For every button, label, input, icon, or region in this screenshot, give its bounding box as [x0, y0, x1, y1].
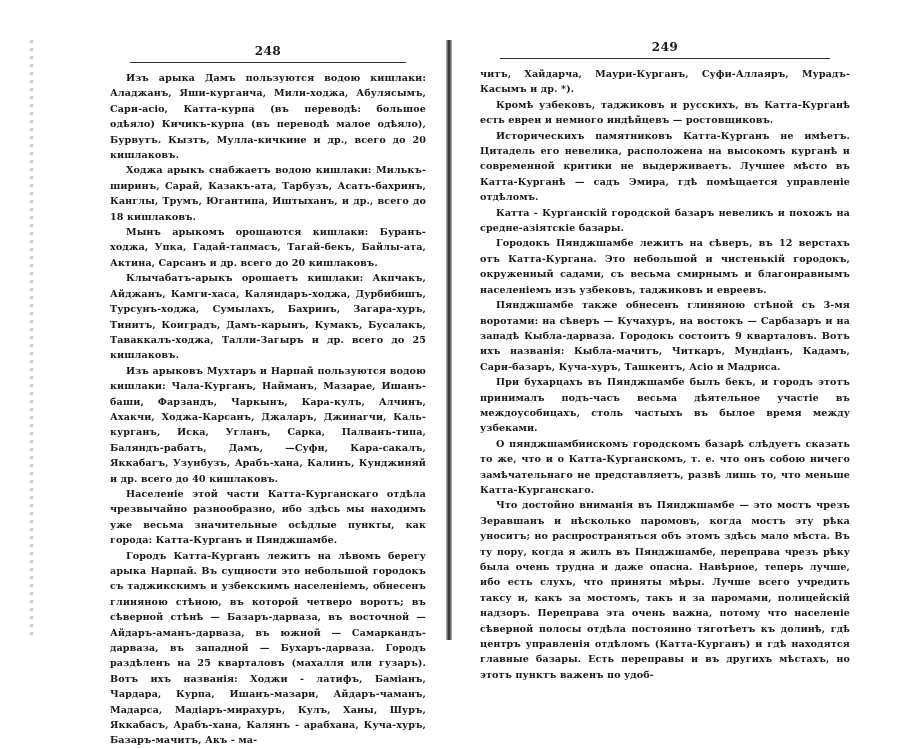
- paragraph: Клычабатъ-арыкъ орошаетъ кишлаки: Акпчакъ, Айджанъ, Камги-хаса, Каляндаръ-ходжа, Дурбибишъ, Турсунъ-ходжа, Сумылахъ, Бахринъ, Загара-хуръ, Тинитъ, Коиградъ, Дамъ-карынъ, Кумакъ, Бусалакъ, Таваккалъ-ходжа, Талли-Загыръ и др. всего до 25 кишлаковъ.: [110, 273, 426, 362]
- left-page-text: [110, 71, 426, 749]
- paragraph: Населеніе этой части Катта-Курганскаго отдѣла чрезвычайно разнообразно, ибо здѣсь мы находимъ уже весьма значительные осѣдлые пункты, как города: Катта-Курганъ и Пянджшамбе.: [110, 488, 426, 547]
- paragraph: О пянджшамбинскомъ городскомъ базарѣ слѣдуетъ сказать то же, что и о Катта-Курганскомъ, т. е. что онъ собою ничего замѣчательнаго не представляетъ, развѣ лишь то, что меньше Катта-Курганскаго.: [480, 438, 850, 496]
- paragraph: читъ, Хайдарча, Маури-Курганъ, Суфи-Аллаяръ, Мурадъ-Касымъ и др. *).: [480, 69, 850, 96]
- paragraph: При бухарцахъ въ Пянджшамбе былъ бекъ, и городъ этотъ принималъ подъ-часъ весьма дѣятельное участіе въ междоусобицахъ, столь частыхъ въ былое время между узбеками.: [480, 377, 850, 435]
- left-page: [0, 0, 448, 747]
- paragraph: Городъ Катта-Курганъ лежитъ на лѣвомъ берегу арыка Нарпай. Въ сущности это небольшой городокъ съ таджикскимъ и узбекскимъ населеніемъ, обнесенъ глиняною стѣною, въ которой четверо воротъ; въ сѣверной стѣнѣ — Базаръ-дарваза, въ восточной — Айдаръ-аманъ-дарваза, въ южной — Самаркандъ-дарваза, въ западной — Бухаръ-дарваза. Городъ раздѣленъ на 25 кварталовъ (махалля или гузаръ). Вотъ ихъ названія: Ходжи - латифъ, Баміанъ, Чардара, Курпа, Ишанъ-мазари, Айдаръ-чаманъ, Мадарса, Мадіаръ-мирахуръ, Кулъ, Ханы, Шуръ, Яккабасъ, Арабъ-хана, Калянъ - арабхана, Куча-хуръ, Базаръ-мачитъ, Акъ - ма-: [110, 550, 426, 747]
- header-rule: [130, 62, 406, 63]
- paragraph: Что достойно вниманія въ Пянджшамбе — это мостъ чрезъ Зеравшанъ и нѣсколько паромовъ, когда мостъ эту рѣка уноситъ; но распространяться объ этомъ здѣсь мало мѣста. Въ ту пору, когда я жилъ въ Пянджшамбе, переправа чрезъ рѣку была очень трудна и даже опасна. Навѣрное, теперь лучше, ибо есть слухъ, что приняты мѣры. Лучше всего учредить таксу и, какъ за мостомъ, такъ и за паромами, полицейскій надзоръ. Переправа эта очень важна, потому что населеніе сѣверной полосы отдѣла постоянно тяготѣетъ къ долинѣ, гдѣ центръ управленія отдѣломъ (Катта-Курганъ) и гдѣ находятся главные базары. Есть переправы и въ другихъ мѣстахъ, но этотъ пунктъ важенъ по удоб-: [480, 500, 850, 681]
- right-page-text: [480, 67, 850, 683]
- header-rule: [500, 58, 830, 59]
- right-page-number: 249: [651, 40, 679, 54]
- paragraph: Ходжа арыкъ снабжаетъ водою кишлаки: Милькъ-ширинъ, Сарай, Казакъ-ата, Тарбузъ, Асатъ-бахринъ, Канглы, Трумъ, Югантипа, Иштыханъ, и др., всего до 18 кишлаковъ.: [110, 165, 426, 223]
- left-page-number: 248: [254, 44, 282, 58]
- paragraph: Изъ арыковъ Мухтаръ и Нарпай пользуются водою кишлаки: Чала-Курганъ, Найманъ, Мазарае, Ишанъ-баши, Фарзандъ, Чаркынъ, Кара-кулъ, Алчинъ, Ахакчи, Ходжа-Карсанъ, Джаларъ, Джинагчи, Каль-курганъ, Иска, Угланъ, Сарка, Палванъ-типа, Баляндъ-рабатъ, Дамъ, —Суфи, Кара-сакалъ, Яккабагъ, Узунбузъ, Арабъ-хана, Калинъ, Кунджиняй и др. всего до 40 кишлаковъ.: [110, 365, 426, 485]
- paragraph: Городокъ Пянджшамбе лежитъ на сѣверъ, въ 12 верстахъ отъ Катта-Кургана. Это небольшой и чистенькій городокъ, окруженный садами, съ весьма смирнымъ и благонравнымъ населеніемъ изъ узбековъ, таджиковъ и евреевъ.: [480, 238, 850, 296]
- paragraph: Катта - Курганскій городской базаръ невеликъ и похожъ на средне-азіятскіе базары.: [480, 207, 850, 235]
- paragraph: Мынъ арыкомъ орошаются кишлаки: Буранъ-ходжа, Упка, Гадай-тапмасъ, Тагай-бекъ, Байлы-ата, Актина, Сарсанъ и др. всего до 20 кишлаковъ.: [110, 227, 426, 269]
- paragraph: Кромѣ узбековъ, таджиковъ и русскихъ, въ Катта-Курганѣ есть евреи и немного индѣйцевъ — ростовщиковъ.: [480, 99, 850, 127]
- paragraph: Историческихъ памятниковъ Катта-Курганъ не имѣетъ. Цитадель его невелика, расположена на высокомъ курганѣ и современной критики не выдерживаетъ. Лучшее мѣсто въ Катта-Курганѣ — садъ Эмира, гдѣ помѣщается управленіе отдѣломъ.: [480, 130, 850, 204]
- paragraph: Пянджшамбе также обнесенъ глиняною стѣной съ 3-мя воротами: на сѣверъ — Кучахуръ, на востокъ — Сарбазаръ и на западѣ Кыбла-дарваза. Городокъ состоитъ 9 кварталовъ. Вотъ ихъ названія: Кыбла-мачитъ, Читкаръ, Мундіанъ, Кадамъ, Сари-базаръ, Куча-хуръ, Ташкентъ, Асіо и Мадриса.: [480, 300, 850, 373]
- paragraph: Изъ арыка Дамъ пользуются водою кишлаки: Аладжанъ, Яши-курганча, Мили-ходжа, Абулясымъ, Сари-асіо, Катта-курпа (въ переводѣ: большое одѣяло) Кичикъ-курпа (въ переводѣ малое одѣяло), Бурвутъ. Кызтъ, Мулла-кичкине и др., всего до 20 кишлаковъ.: [110, 73, 426, 162]
- right-page: [452, 0, 900, 679]
